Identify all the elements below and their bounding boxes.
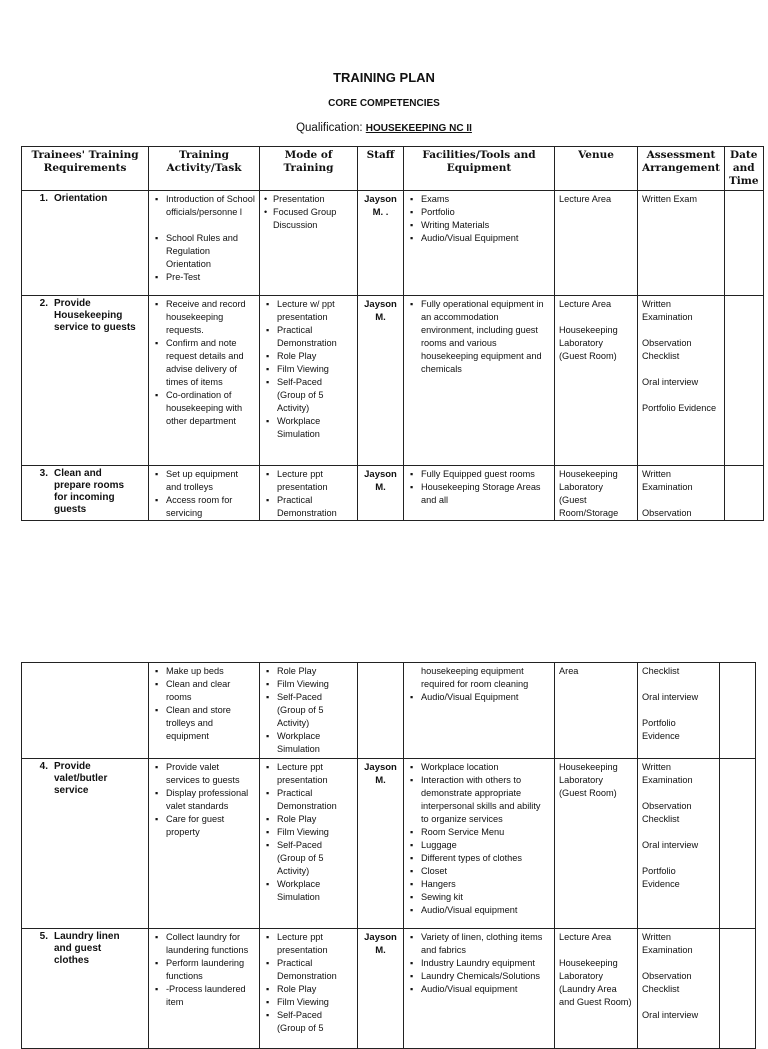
activity-cell [149, 191, 260, 296]
list-item: ▪ School Rules and Regulation Orientation [153, 232, 255, 271]
list-item: ▪ Film Viewing [264, 826, 353, 839]
list-item: ▪ Receive and record housekeeping requests. [153, 298, 255, 337]
list-item: ▪ Make up beds [153, 665, 255, 678]
table-row [22, 759, 756, 929]
venue-text: Housekeeping Laboratory (Guest Room) [559, 325, 618, 361]
mode-cell [260, 759, 358, 929]
activity-cell [149, 929, 260, 1049]
list-item: ▪ Confirm and note request details and advise delivery of times of items [153, 337, 255, 389]
list-item: ▪ Practical Demonstration [264, 494, 353, 520]
assessment-text: Written Examination [642, 299, 693, 322]
venue-text: Area [559, 666, 579, 676]
staff-cell [358, 663, 404, 759]
list-item: ▪ Different types of clothes [408, 852, 550, 865]
list-item: ▪ Lecture ppt presentation [264, 931, 353, 957]
list-item: ▪ Practical Demonstration [264, 957, 353, 983]
list-item: ▪ Role Play [264, 665, 353, 678]
list-item: ▪ Access room for servicing [153, 494, 255, 520]
list-item: ▪ Fully Equipped guest rooms [408, 468, 550, 481]
table-row [22, 929, 756, 1049]
activity-cell [149, 296, 260, 466]
row-number: 2. [39, 298, 48, 309]
facilities-cell [404, 759, 555, 929]
requirement-text: Clean and prepare rooms for incoming guests [54, 468, 125, 515]
assessment-text: Oral interview [642, 1010, 699, 1020]
header-facilities: Facilities/Tools and Equipment [404, 147, 555, 191]
header-venue: Venue [555, 147, 638, 191]
mode-cell [260, 929, 358, 1049]
list-item: ▪ Provide valet services to guests [153, 761, 255, 787]
list-item: ▪ Audio/Visual equipment [408, 983, 550, 996]
venue-cell [555, 296, 638, 466]
list-item: ▪ Lecture ppt presentation [264, 761, 353, 787]
list-item: ▪ -Process laundered item [153, 983, 255, 1009]
requirement-text: Orientation [54, 193, 108, 204]
venue-cell [555, 663, 638, 759]
header-assessment: Assessment Arrangement [638, 147, 725, 191]
list-item: ▪ Industry Laundry equipment [408, 957, 550, 970]
assessment-text: Observation Checklist [642, 801, 692, 824]
list-item: ▪ Self-Paced (Group of 5 [264, 1009, 353, 1035]
assessment-text: Oral interview [642, 692, 699, 702]
assessment-cell [638, 759, 720, 929]
facilities-cell [404, 191, 555, 296]
list-item: ▪ Portfolio [408, 206, 550, 219]
table-row [22, 466, 764, 521]
list-item: • Presentation [264, 193, 353, 206]
page-title: TRAINING PLAN [333, 70, 435, 85]
list-item: ▪ Introduction of School officials/personne l [153, 193, 255, 219]
page-2 [0, 662, 768, 1033]
date-cell [720, 929, 756, 1049]
facilities-cell [404, 663, 555, 759]
list-item: ▪ Housekeeping Storage Areas and all [408, 481, 550, 507]
list-item: ▪ Room Service Menu [408, 826, 550, 839]
row-number: 4. [39, 761, 48, 772]
assessment-text: Checklist [642, 666, 680, 676]
requirement-text: Laundry linen and guest clothes [54, 931, 120, 966]
venue-cell [555, 929, 638, 1049]
list-item: ▪ Co-ordination of housekeeping with other department [153, 389, 255, 428]
activity-cell [149, 663, 260, 759]
list-item: ▪ Display professional valet standards [153, 787, 255, 813]
header-date: Date and Time [724, 147, 763, 191]
facilities-cell [404, 929, 555, 1049]
list-item: ▪ Audio/Visual Equipment [408, 691, 550, 704]
list-item: ▪ Luggage [408, 839, 550, 852]
assessment-text: Observation [642, 508, 692, 518]
list-item: ▪ Workplace Simulation [264, 415, 353, 441]
list-item: ▪ Perform laundering functions [153, 957, 255, 983]
activity-cell [149, 466, 260, 521]
list-item: ▪ Fully operational equipment in an accommodation environment, including guest rooms and various housekeeping equipment and chemicals [408, 298, 550, 376]
assessment-text: Oral interview [642, 840, 699, 850]
requirement-text: Provide valet/butler service [54, 761, 108, 796]
venue-cell [555, 466, 638, 521]
assessment-text: Written Exam [642, 194, 697, 204]
list-item: ▪ Audio/Visual Equipment [408, 232, 550, 245]
list-item: ▪ Hangers [408, 878, 550, 891]
assessment-cell [638, 929, 720, 1049]
mode-cell [260, 191, 358, 296]
list-item: ▪ Workplace location [408, 761, 550, 774]
qualification-value: HOUSEKEEPING NC II [365, 123, 472, 134]
list-item: ▪ Laundry Chemicals/Solutions [408, 970, 550, 983]
list-item: ▪ Self-Paced (Group of 5 Activity) [264, 839, 353, 878]
list-item: ▪ Role Play [264, 813, 353, 826]
requirement-text: Provide Housekeeping service to guests [54, 298, 136, 333]
assessment-text: Observation Checklist [642, 338, 692, 361]
requirement-cell [22, 296, 149, 466]
requirement-cell [22, 466, 149, 521]
training-plan-table-continued [21, 662, 756, 1049]
qualification-label: Qualification: [296, 122, 366, 134]
assessment-text: Portfolio Evidence [642, 718, 680, 741]
header-row [22, 147, 764, 191]
list-item: ▪ Audio/Visual equipment [408, 904, 550, 917]
list-item: ▪ Workplace Simulation [264, 878, 353, 904]
date-cell [720, 759, 756, 929]
staff-cell: Jayson M. [358, 466, 404, 521]
staff-cell: Jayson M. [358, 929, 404, 1049]
assessment-cell [638, 191, 725, 296]
row-number: 1. [39, 193, 48, 204]
staff-cell: Jayson M. [358, 296, 404, 466]
list-item: ▪ Pre-Test [153, 271, 255, 284]
list-item: ▪ Exams [408, 193, 550, 206]
staff-cell: Jayson M. . [358, 191, 404, 296]
header-mode: Mode of Training [260, 147, 358, 191]
list-item: ▪ Set up equipment and trolleys [153, 468, 255, 494]
venue-text: Lecture Area [559, 299, 612, 309]
assessment-cell [638, 663, 720, 759]
date-cell [724, 296, 763, 466]
list-item: ▪ Film Viewing [264, 678, 353, 691]
list-item: ▪ Sewing kit [408, 891, 550, 904]
facilities-cell [404, 296, 555, 466]
requirement-cell [22, 929, 149, 1049]
requirement-cell [22, 663, 149, 759]
mode-cell [260, 466, 358, 521]
mode-cell [260, 296, 358, 466]
venue-text: Housekeeping Laboratory (Guest Room/Storage [559, 469, 619, 518]
assessment-text: Portfolio Evidence [642, 866, 680, 889]
venue-cell [555, 759, 638, 929]
assessment-text: Written Examination [642, 469, 693, 492]
row-number: 3. [39, 468, 48, 479]
list-item: ▪ Practical Demonstration [264, 324, 353, 350]
assessment-text: Portfolio Evidence [642, 403, 717, 413]
list-item: ▪ Practical Demonstration [264, 787, 353, 813]
venue-text: Housekeeping Laboratory (Laundry Area and Guest Room) [559, 958, 632, 1007]
mode-cell [260, 663, 358, 759]
table-row [22, 663, 756, 759]
venue-text: Lecture Area [559, 194, 612, 204]
list-item: ▪ Collect laundry for laundering functions [153, 931, 255, 957]
list-item: ▪ Role Play [264, 350, 353, 363]
list-item: ▪ Self-Paced (Group of 5 Activity) [264, 691, 353, 730]
facilities-cell [404, 466, 555, 521]
header-staff: Staff [358, 147, 404, 191]
requirement-cell [22, 759, 149, 929]
requirement-cell [22, 191, 149, 296]
qualification-line [0, 122, 768, 134]
assessment-text: Observation Checklist [642, 971, 692, 994]
venue-cell [555, 191, 638, 296]
list-item: ▪ Workplace Simulation [264, 730, 353, 756]
training-plan-table [21, 146, 764, 521]
list-item: ▪ Clean and store trolleys and equipment [153, 704, 255, 743]
list-item: ▪ Lecture ppt presentation [264, 468, 353, 494]
assessment-text: Written Examination [642, 762, 693, 785]
list-item: ▪ Lecture w/ ppt presentation [264, 298, 353, 324]
assessment-text: Oral interview [642, 377, 699, 387]
table-row [22, 296, 764, 466]
list-item: ▪ Clean and clear rooms [153, 678, 255, 704]
list-item: ▪ Film Viewing [264, 996, 353, 1009]
staff-cell: Jayson M. [358, 759, 404, 929]
assessment-text: Written Examination [642, 932, 693, 955]
list-item: ▪ Closet [408, 865, 550, 878]
date-cell [724, 191, 763, 296]
venue-text: Lecture Area [559, 932, 612, 942]
table-row [22, 191, 764, 296]
date-cell [720, 663, 756, 759]
date-cell [724, 466, 763, 521]
row-number: 5. [39, 931, 48, 942]
header-requirements: Trainees' Training Requirements [22, 147, 149, 191]
page-subtitle: CORE COMPETENCIES [328, 98, 440, 109]
activity-cell [149, 759, 260, 929]
list-item: ▪ Variety of linen, clothing items and fabrics [408, 931, 550, 957]
list-item: • Focused Group Discussion [264, 206, 353, 232]
header-activity: Training Activity/Task [149, 147, 260, 191]
list-item: ▪ Care for guest property [153, 813, 255, 839]
list-item: ▪ Self-Paced (Group of 5 Activity) [264, 376, 353, 415]
list-item: ▪ Interaction with others to demonstrate appropriate interpersonal skills and ability to organize services [408, 774, 550, 826]
list-item: ▪ Role Play [264, 983, 353, 996]
assessment-cell [638, 466, 725, 521]
facilities-text: housekeeping equipment required for room cleaning [421, 666, 529, 689]
list-item: ▪ Writing Materials [408, 219, 550, 232]
list-item: ▪ Film Viewing [264, 363, 353, 376]
assessment-cell [638, 296, 725, 466]
venue-text: Housekeeping Laboratory (Guest Room) [559, 762, 618, 798]
